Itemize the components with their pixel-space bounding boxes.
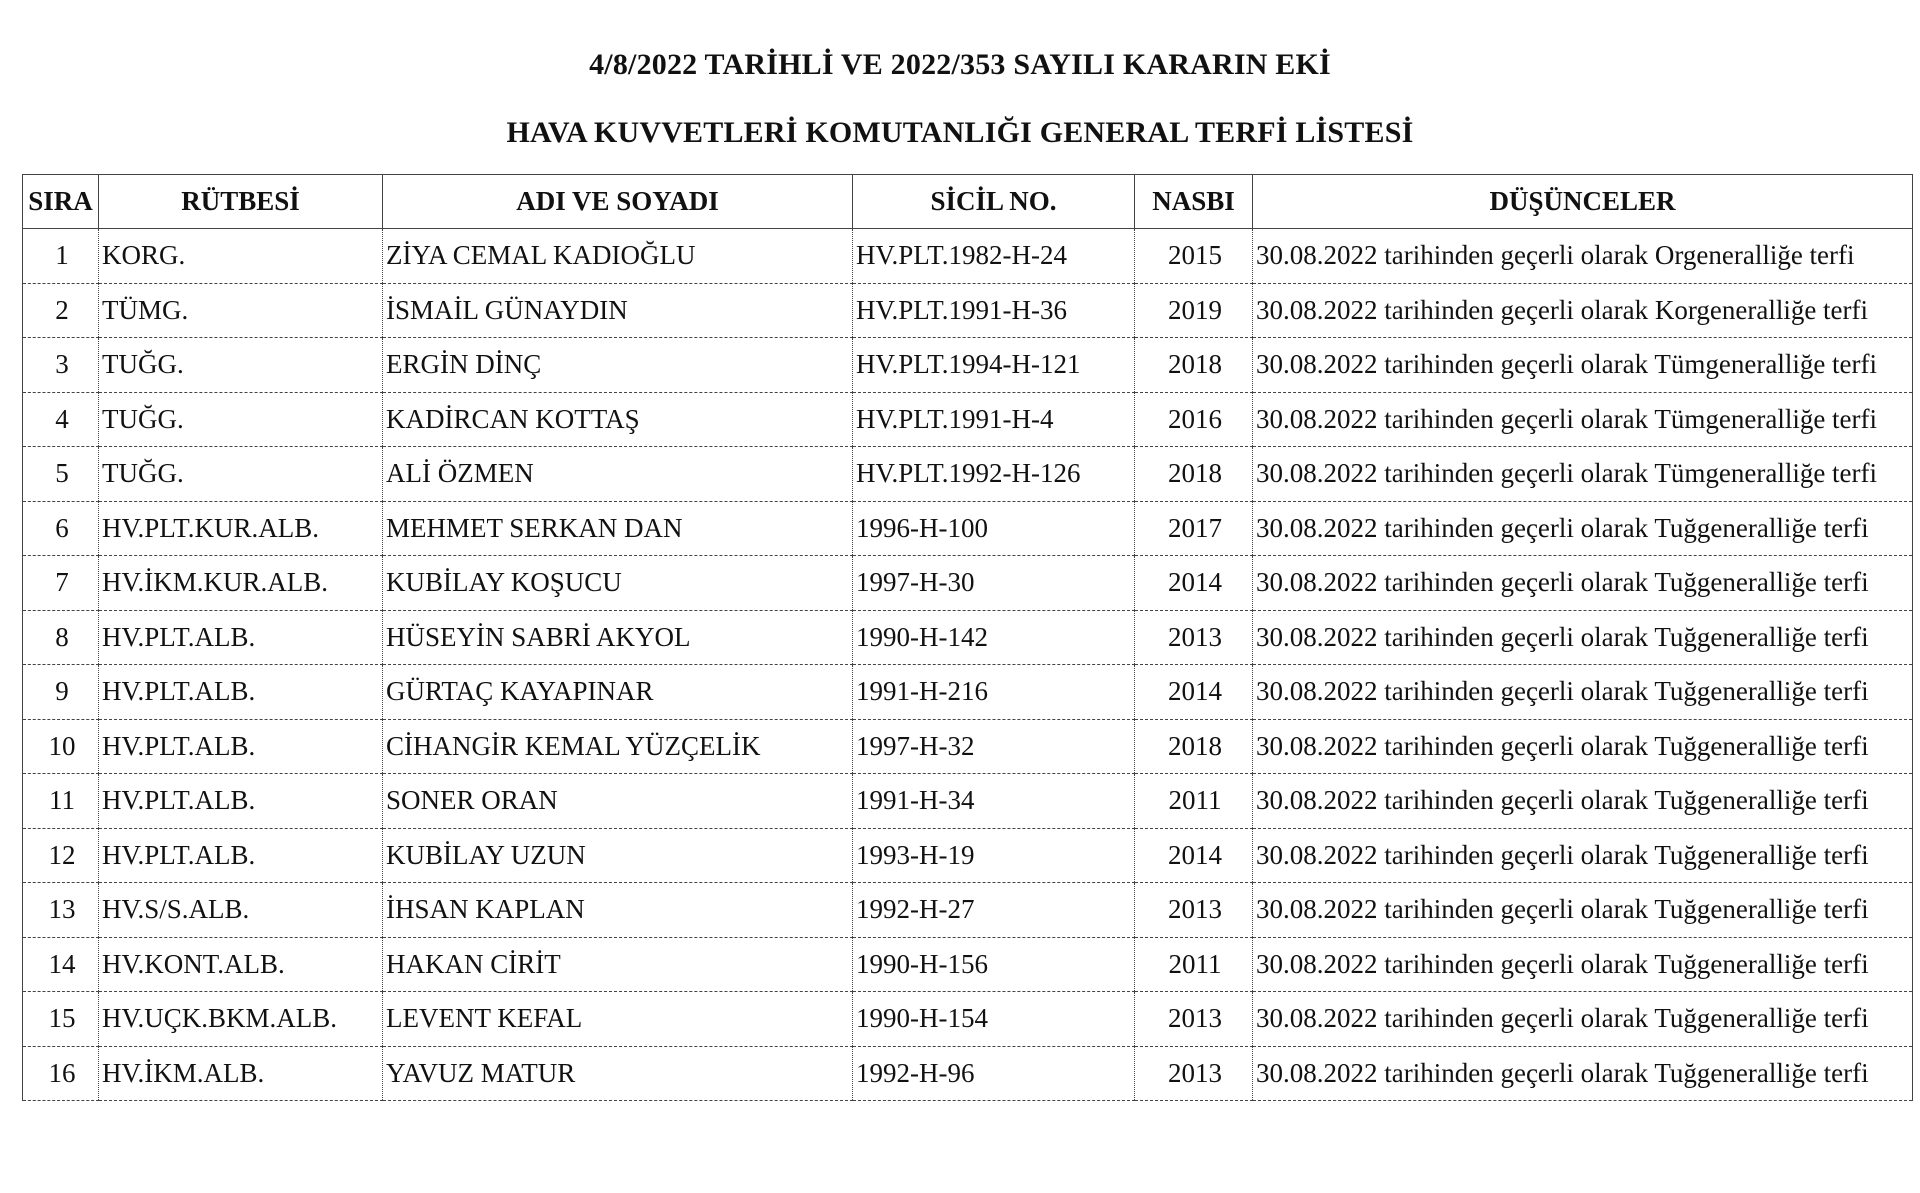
cell-nasbi: 2014 — [1135, 556, 1253, 611]
cell-rutbe: HV.S/S.ALB. — [99, 883, 383, 938]
cell-dusunceler: 30.08.2022 tarihinden geçerli olarak Tuğgeneralliğe terfi — [1253, 556, 1913, 611]
cell-dusunceler: 30.08.2022 tarihinden geçerli olarak Tuğgeneralliğe terfi — [1253, 719, 1913, 774]
table-row — [23, 665, 1913, 720]
table-row — [23, 1046, 1913, 1101]
cell-sira: 2 — [23, 283, 99, 338]
cell-nasbi: 2016 — [1135, 392, 1253, 447]
header-nasbi: NASBI — [1135, 175, 1253, 229]
cell-ad: YAVUZ MATUR — [383, 1046, 853, 1101]
table-row — [23, 338, 1913, 393]
cell-nasbi: 2018 — [1135, 338, 1253, 393]
cell-rutbe: HV.PLT.KUR.ALB. — [99, 501, 383, 556]
table-row — [23, 283, 1913, 338]
cell-sira: 12 — [23, 828, 99, 883]
cell-ad: ALİ ÖZMEN — [383, 447, 853, 502]
table-row — [23, 556, 1913, 611]
cell-dusunceler: 30.08.2022 tarihinden geçerli olarak Tuğgeneralliğe terfi — [1253, 1046, 1913, 1101]
cell-nasbi: 2013 — [1135, 610, 1253, 665]
cell-nasbi: 2013 — [1135, 1046, 1253, 1101]
cell-sira: 7 — [23, 556, 99, 611]
cell-sira: 10 — [23, 719, 99, 774]
table-row — [23, 828, 1913, 883]
cell-rutbe: HV.PLT.ALB. — [99, 719, 383, 774]
table-row — [23, 392, 1913, 447]
table-row — [23, 883, 1913, 938]
cell-sira: 16 — [23, 1046, 99, 1101]
cell-dusunceler: 30.08.2022 tarihinden geçerli olarak Tuğgeneralliğe terfi — [1253, 883, 1913, 938]
cell-rutbe: HV.İKM.KUR.ALB. — [99, 556, 383, 611]
cell-rutbe: TUĞG. — [99, 447, 383, 502]
table-row — [23, 229, 1913, 284]
table-row — [23, 447, 1913, 502]
table-row — [23, 501, 1913, 556]
cell-dusunceler: 30.08.2022 tarihinden geçerli olarak Tuğgeneralliğe terfi — [1253, 828, 1913, 883]
cell-dusunceler: 30.08.2022 tarihinden geçerli olarak Korgeneralliğe terfi — [1253, 283, 1913, 338]
cell-sicil: HV.PLT.1991-H-4 — [853, 392, 1135, 447]
cell-ad: ZİYA CEMAL KADIOĞLU — [383, 229, 853, 284]
cell-sira: 5 — [23, 447, 99, 502]
cell-rutbe: TUĞG. — [99, 338, 383, 393]
cell-nasbi: 2018 — [1135, 719, 1253, 774]
cell-rutbe: HV.İKM.ALB. — [99, 1046, 383, 1101]
table-row — [23, 610, 1913, 665]
cell-nasbi: 2018 — [1135, 447, 1253, 502]
cell-dusunceler: 30.08.2022 tarihinden geçerli olarak Tuğgeneralliğe terfi — [1253, 501, 1913, 556]
cell-sira: 8 — [23, 610, 99, 665]
cell-sicil: 1991-H-34 — [853, 774, 1135, 829]
cell-ad: CİHANGİR KEMAL YÜZÇELİK — [383, 719, 853, 774]
cell-ad: KUBİLAY UZUN — [383, 828, 853, 883]
cell-ad: HAKAN CİRİT — [383, 937, 853, 992]
cell-nasbi: 2014 — [1135, 665, 1253, 720]
cell-sicil: 1993-H-19 — [853, 828, 1135, 883]
cell-nasbi: 2017 — [1135, 501, 1253, 556]
table-row — [23, 719, 1913, 774]
cell-sicil: HV.PLT.1994-H-121 — [853, 338, 1135, 393]
document-title: 4/8/2022 TARİHLİ VE 2022/353 SAYILI KARARIN EKİ — [589, 48, 1331, 81]
cell-sicil: HV.PLT.1991-H-36 — [853, 283, 1135, 338]
cell-ad: İSMAİL GÜNAYDIN — [383, 283, 853, 338]
cell-nasbi: 2014 — [1135, 828, 1253, 883]
cell-ad: KADİRCAN KOTTAŞ — [383, 392, 853, 447]
cell-sicil: 1997-H-30 — [853, 556, 1135, 611]
cell-sicil: 1991-H-216 — [853, 665, 1135, 720]
cell-rutbe: KORG. — [99, 229, 383, 284]
cell-dusunceler: 30.08.2022 tarihinden geçerli olarak Tümgeneralliğe terfi — [1253, 447, 1913, 502]
cell-rutbe: HV.KONT.ALB. — [99, 937, 383, 992]
cell-sira: 9 — [23, 665, 99, 720]
cell-rutbe: HV.PLT.ALB. — [99, 774, 383, 829]
cell-sicil: HV.PLT.1982-H-24 — [853, 229, 1135, 284]
cell-dusunceler: 30.08.2022 tarihinden geçerli olarak Tuğgeneralliğe terfi — [1253, 937, 1913, 992]
promotion-table — [22, 174, 1913, 1101]
cell-nasbi: 2019 — [1135, 283, 1253, 338]
cell-ad: HÜSEYİN SABRİ AKYOL — [383, 610, 853, 665]
cell-dusunceler: 30.08.2022 tarihinden geçerli olarak Tümgeneralliğe terfi — [1253, 392, 1913, 447]
cell-nasbi: 2013 — [1135, 992, 1253, 1047]
cell-rutbe: TUĞG. — [99, 392, 383, 447]
cell-ad: SONER ORAN — [383, 774, 853, 829]
cell-sicil: 1992-H-27 — [853, 883, 1135, 938]
table-body — [23, 229, 1913, 1101]
cell-sicil: 1992-H-96 — [853, 1046, 1135, 1101]
cell-dusunceler: 30.08.2022 tarihinden geçerli olarak Tuğgeneralliğe terfi — [1253, 610, 1913, 665]
cell-sicil: 1996-H-100 — [853, 501, 1135, 556]
cell-sira: 6 — [23, 501, 99, 556]
header-sira: SIRA — [23, 175, 99, 229]
document-subtitle: HAVA KUVVETLERİ KOMUTANLIĞI GENERAL TERFİ LİSTESİ — [506, 116, 1414, 149]
cell-ad: ERGİN DİNÇ — [383, 338, 853, 393]
cell-rutbe: HV.PLT.ALB. — [99, 610, 383, 665]
cell-ad: KUBİLAY KOŞUCU — [383, 556, 853, 611]
cell-ad: GÜRTAÇ KAYAPINAR — [383, 665, 853, 720]
table-header-row — [23, 175, 1913, 229]
cell-dusunceler: 30.08.2022 tarihinden geçerli olarak Tuğgeneralliğe terfi — [1253, 665, 1913, 720]
cell-ad: LEVENT KEFAL — [383, 992, 853, 1047]
table-row — [23, 992, 1913, 1047]
cell-dusunceler: 30.08.2022 tarihinden geçerli olarak Tuğgeneralliğe terfi — [1253, 774, 1913, 829]
cell-rutbe: TÜMG. — [99, 283, 383, 338]
cell-nasbi: 2011 — [1135, 774, 1253, 829]
cell-ad: İHSAN KAPLAN — [383, 883, 853, 938]
cell-sira: 15 — [23, 992, 99, 1047]
cell-nasbi: 2013 — [1135, 883, 1253, 938]
cell-sira: 11 — [23, 774, 99, 829]
cell-rutbe: HV.PLT.ALB. — [99, 828, 383, 883]
cell-rutbe: HV.UÇK.BKM.ALB. — [99, 992, 383, 1047]
cell-sira: 14 — [23, 937, 99, 992]
cell-nasbi: 2015 — [1135, 229, 1253, 284]
cell-sira: 3 — [23, 338, 99, 393]
cell-sicil: 1990-H-156 — [853, 937, 1135, 992]
cell-dusunceler: 30.08.2022 tarihinden geçerli olarak Tümgeneralliğe terfi — [1253, 338, 1913, 393]
header-sicil: SİCİL NO. — [853, 175, 1135, 229]
cell-sicil: 1990-H-154 — [853, 992, 1135, 1047]
cell-dusunceler: 30.08.2022 tarihinden geçerli olarak Orgeneralliğe terfi — [1253, 229, 1913, 284]
cell-ad: MEHMET SERKAN DAN — [383, 501, 853, 556]
table-row — [23, 937, 1913, 992]
header-ad: ADI VE SOYADI — [383, 175, 853, 229]
cell-sicil: HV.PLT.1992-H-126 — [853, 447, 1135, 502]
cell-nasbi: 2011 — [1135, 937, 1253, 992]
header-dusunceler: DÜŞÜNCELER — [1253, 175, 1913, 229]
table-row — [23, 774, 1913, 829]
cell-sira: 13 — [23, 883, 99, 938]
cell-rutbe: HV.PLT.ALB. — [99, 665, 383, 720]
cell-dusunceler: 30.08.2022 tarihinden geçerli olarak Tuğgeneralliğe terfi — [1253, 992, 1913, 1047]
header-rutbe: RÜTBESİ — [99, 175, 383, 229]
cell-sira: 4 — [23, 392, 99, 447]
cell-sira: 1 — [23, 229, 99, 284]
cell-sicil: 1990-H-142 — [853, 610, 1135, 665]
cell-sicil: 1997-H-32 — [853, 719, 1135, 774]
